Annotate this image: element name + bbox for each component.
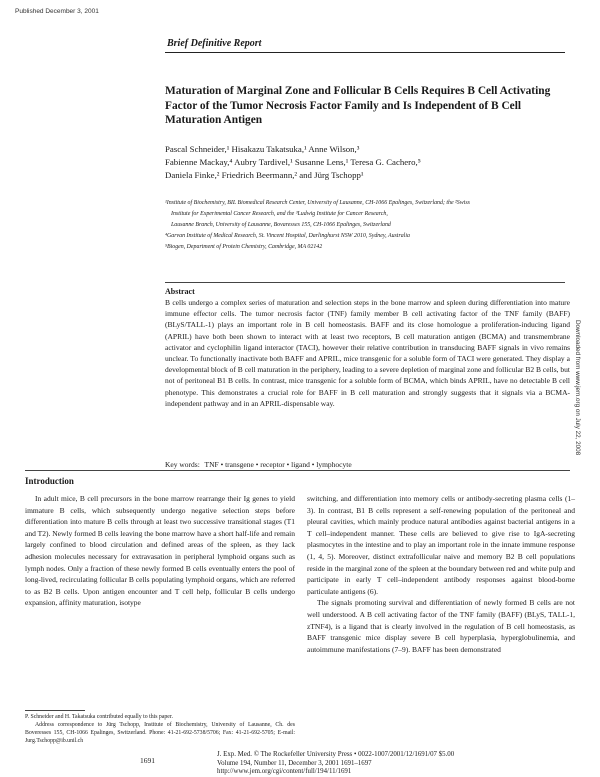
keywords-list: TNF • transgene • receptor • ligand • lymphocyte — [204, 460, 352, 469]
intro-column-right — [307, 493, 575, 655]
page-number: 1691 — [140, 756, 155, 765]
affiliation: Institute for Experimental Cancer Research, and the ³Ludwig Institute for Cancer Research, — [171, 211, 388, 217]
journal-line: Volume 194, Number 11, December 3, 2001 1691–1697 — [217, 759, 372, 767]
footnote — [25, 713, 295, 745]
affiliation: ⁴Garvan Institute of Medical Research, St. Vincent Hospital, Darlinghurst NSW 2010, Sydney, Australia — [165, 233, 410, 239]
intro-rule — [25, 470, 570, 471]
journal-info — [217, 751, 567, 777]
footnote-rule — [25, 710, 85, 711]
section-heading: Brief Definitive Report — [167, 38, 262, 49]
journal-line: J. Exp. Med. © The Rockefeller University Press • 0022-1007/2001/12/1691/07 $5.00 — [217, 751, 455, 758]
download-notice: Downloaded from www.jem.org on July 22, 2008 — [574, 320, 581, 456]
intro-column-left: In adult mice, B cell precursors in the bone marrow rearrange their Ig genes to yield immature B cells, which subsequently undergo negative selection steps before differentiation into mature B cells through at least two successive transitional stages (T1 and T2). Newly formed B cells leaving the bone marrow have a short half-life and remain largely confined to blood circulation and defined areas of the spleen, as they lack adhesion molecules necessary for extravasation in peripheral lymphoid organs such as lymph nodes. Only a fraction of these newly formed B cells eventually enters the pool of long-lived, recirculating follicular B cells populating lymphoid organs, which are referred to as B2 B cells. Upon antigen encounter and T cell help, follicular B cells undergo expansion, affinity maturation, isotype — [25, 494, 295, 608]
footnote-line: P. Schneider and H. Takatsuka contributed equally to this paper. — [25, 714, 173, 720]
authors-line: Fabienne Mackay,⁴ Aubry Tardivel,¹ Susanne Lens,¹ Teresa G. Cachero,⁵ — [165, 157, 421, 168]
journal-url[interactable]: http://www.jem.org/cgi/content/full/194/11/1691 — [217, 768, 352, 776]
paragraph: switching, and differentiation into memory cells or antibody-secreting plasma cells (1–3). In contrast, B1 B cells represent a self-renewing population of the peritoneal and pleural cavities, which mainly produce natural antibodies against bacterial antigens in a T cell–independent manner. These cells are believed to give rise to IgA-secreting plasmocytes in the intestine and to play an important role in the innate immune response (1, 4, 5). Moreover, distinct extrafollicular naive and memory B2 B cell populations reside in the marginal zone of the spleen at the boundary between red and white pulp and participate in early T cell–independent antibody responses against blood-borne particulate antigens (6). — [307, 494, 575, 596]
affiliation: ¹Institute of Biochemistry, BIL Biomedical Research Center, University of Lausanne, CH-1066 Epalinges, Switzerland; the ²Swiss — [165, 200, 470, 206]
footnote-line: Address correspondence to Jürg Tschopp, Institute of Biochemistry, University of Lausanne, Ch. des Boveresses 155, CH-1066 Epalinges, Switzerland. Phone: 41-21-692-5738/5706; Fax: 41-21-692-5705; E-mail: Jurg.Tschopp@ib.unil.ch — [25, 722, 295, 745]
affiliation: ⁵Biogen, Department of Protein Chemistry, Cambridge, MA 02142 — [165, 244, 323, 250]
paragraph: The signals promoting survival and differentiation of newly formed B cells are not well understood. A B cell activating factor of the TNF family (BAFF) (BLyS, TALL-1, zTNF4), is a ligand that is clearly involved in the regulation of B cell homeostasis, as BAFF transgenic mice display severe B cell hyperplasia, hyperglobulinemia, and autoimmune manifestations (7–9). BAFF has been demonstrated — [307, 598, 575, 654]
authors-line: Pascal Schneider,¹ Hisakazu Takatsuka,¹ Anne Wilson,³ — [165, 144, 360, 154]
authors-line: Daniela Finke,² Friedrich Beermann,² and Jürg Tschopp¹ — [165, 170, 364, 181]
abstract-heading: Abstract — [165, 287, 195, 296]
affiliations — [165, 198, 585, 253]
header-rule — [165, 52, 565, 53]
abstract-text: B cells undergo a complex series of maturation and selection steps in the bone marrow and spleen during differentiation into mature immune effector cells. The tumor necrosis factor (TNF) family member B cell activating factor of the TNF family (BAFF) (BLyS/TALL-1) plays an important role in B cell homeostasis. BAFF and its close homologue a proliferation-inducing ligand (APRIL) have both been shown to interact with at least two receptors, B cell maturation antigen (BCMA) and transmembrane activator and cyclophilin ligand interactor (TACI), however their relative contribution in transducing BAFF signals in vivo remains unclear. To functionally inactivate both BAFF and APRIL, mice transgenic for a soluble form of TACI were generated. They display a developmental block of B cell maturation in the periphery, leading to a severe depletion of marginal zone and follicular B2 B cells, but not of peritoneal B1 B cells. In contrast, mice transgenic for a soluble form of BCMA, which binds APRIL, have no detectable B cell phenotype. This demonstrates a crucial role for BAFF in B cell maturation and strongly suggests that it signals via a BCMA-independent pathway and in an APRIL-dispensable way. — [165, 298, 570, 408]
author-list — [165, 143, 575, 183]
keywords-label: Key words: — [165, 460, 200, 469]
abstract-rule — [165, 282, 565, 283]
article-title: Maturation of Marginal Zone and Follicular B Cells Requires B Cell Activating Factor of the Tumor Necrosis Factor Family and Is Independent of B Cell Maturation Antigen — [165, 85, 551, 126]
keywords — [165, 460, 355, 469]
intro-heading: Introduction — [25, 476, 74, 486]
affiliation: Lausanne Branch, University of Lausanne, Bovaresses 155, CH-1066 Epalinges, Switzerland — [171, 222, 391, 228]
publication-date: Published December 3, 2001 — [15, 8, 99, 15]
